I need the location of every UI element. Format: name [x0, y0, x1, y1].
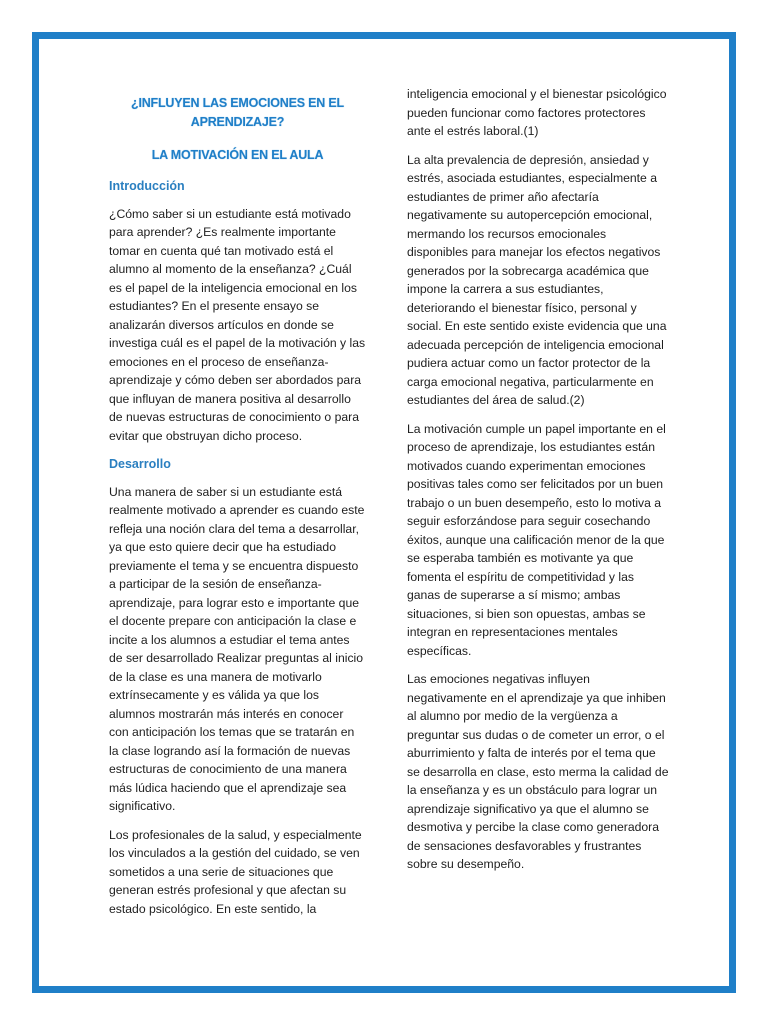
development-paragraph-5: Las emociones negativas influyen negativamente en el aprendizaje ya que inhiben al alumno por medio de la vergüenza a preguntar sus dudas o de cometer un error, o el aburrimiento y falta de interés por el tema que se desarrolla en clase, esto merma la calidad de la enseñanza y es un obstáculo para lograr un aprendizaje significativo ya que el alumno se desmotiva y percibe la clase como generadora de sensaciones desfavorables y frustrantes sobre su desempeño. — [407, 672, 669, 871]
development-paragraph-4: La motivación cumple un papel importante en el proceso de aprendizaje, los estudiantes están motivados cuando experimentan emociones positivas tales como ser felicitados por un buen trabajo o un buen desempeño, esto lo motiva a seguir esforzándose para seguir cosechando éxitos, aunque una calificación menor de la que se esperaba también es motivante ya que fomenta el espíritu de competitividad y las ganas de superarse a sí mismo; ambas situaciones, si bien son opuestas, ambas se integran en representaciones mentales específicas. — [407, 421, 666, 658]
document-title: ¿INFLUYEN LAS EMOCIONES EN EL APRENDIZAJE? — [131, 96, 344, 129]
left-column — [109, 94, 366, 928]
right-column — [407, 85, 670, 884]
intro-paragraph: ¿Cómo saber si un estudiante está motivado para aprender? ¿Es realmente importante tomar en cuenta qué tan motivado está el alumno al momento de la enseñanza? ¿Cuál es el papel de la inteligencia emocional en los estudiantes? En el presente ensayo se analizarán diversos artículos en donde se investiga cuál es el papel de la motivación y las emociones en el proceso de enseñanza-aprendizaje y cómo deben ser abordados para que influyan de manera positiva al desarrollo de nuevas estructuras de conocimiento o para evitar que obstruyan dicho proceso. — [109, 206, 366, 443]
development-paragraph-1: Una manera de saber si un estudiante está realmente motivado a aprender es cuando este refleja una noción clara del tema a desarrollar, ya que esto quiere decir que ha estudiado previamente el tema y se encuentra dispuesto a participar de la sesión de enseñanza-aprendizaje, para lograr esto e importante que el docente prepare con anticipación la clase e incite a los alumnos a estudiar el tema antes de ser desarrollado Realizar preguntas al inicio de la clase es una manera de motivarlo extrínsecamente y es válida ya que los alumnos mostrarán más interés en conocer con anticipación los temas que se tratarán en la clase logrando así la formación de nuevas estructuras de conocimiento de una manera más lúdica haciendo que el aprendizaje sea significativo. — [109, 484, 365, 813]
development-paragraph-2: Los profesionales de la salud, y especialmente los vinculados a la gestión del cuidado, se ven sometidos a una serie de situaciones que generan estrés profesional y que afectan su estado psicológico. En este sentido, la — [109, 827, 362, 916]
development-heading: Desarrollo — [109, 457, 171, 471]
intro-heading: Introducción — [109, 179, 185, 193]
development-paragraph-3: La alta prevalencia de depresión, ansiedad y estrés, asociada estudiantes, especialmente a estudiantes de primer año afectaría negativamente su autopercepción emocional, mermando los recursos emocionales disponibles para manejar los efectos negativos generados por la sobrecarga académica que impone la carrera a sus estudiantes, deteriorando el bienestar físico, personal y social. En este sentido existe evidencia que una adecuada percepción de inteligencia emocional pudiera actuar como un factor protector de la carga emocional negativa, particularmente en estudiantes del área de salud.(2) — [407, 152, 667, 407]
development-paragraph-2-continued: inteligencia emocional y el bienestar psicológico pueden funcionar como factores protectores ante el estrés laboral.(1) — [407, 87, 667, 138]
document-subtitle: LA MOTIVACIÓN EN EL AULA — [151, 148, 324, 162]
page-border — [32, 32, 736, 993]
